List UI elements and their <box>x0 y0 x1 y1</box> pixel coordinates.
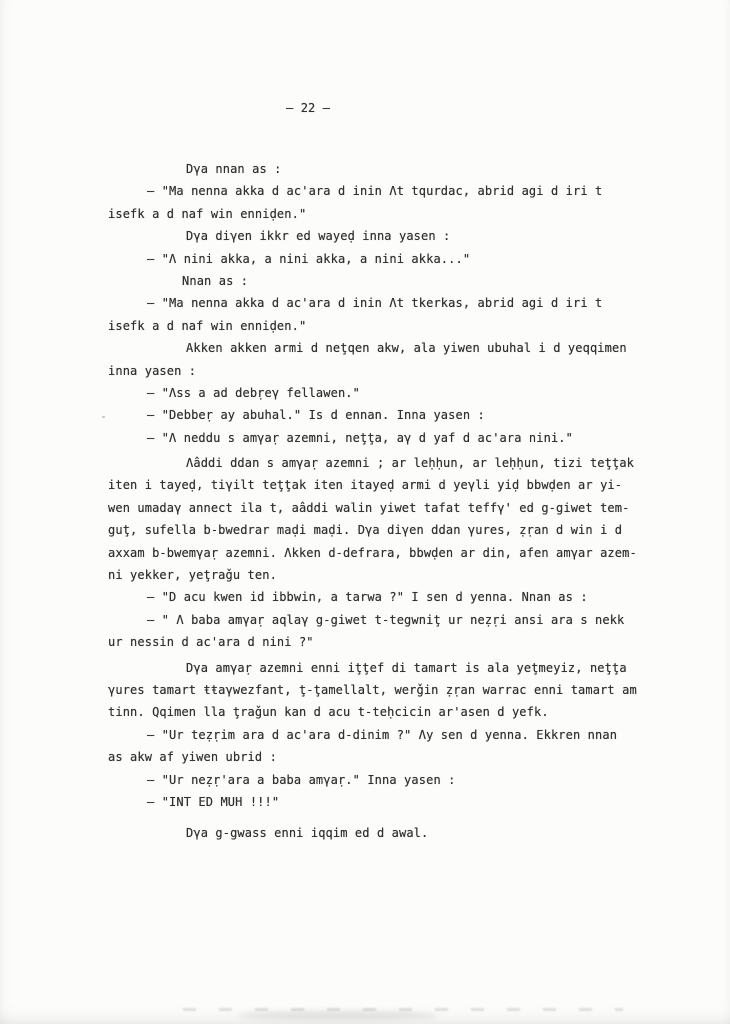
text-line: Λâddi ddan s amγaṛ azemni ; ar leḥḥun, ar leḥḥun, tizi teţţak <box>186 456 635 471</box>
text-line: γures tamart ŧŧaγwezfant, ţ-ţamellalt, werǧin ẓṛan warrac enni tamart am <box>108 682 637 697</box>
text-line: tinn. Qqimen lla ţraǧun kan d acu t-teḥcicin ar'asen d yefk. <box>108 705 549 720</box>
text-line: as akw af yiwen ubrid : <box>108 750 277 765</box>
text-line: ni yekker, yeţraǧu ten. <box>108 568 277 583</box>
text-line: – "D acu kwen id ibbwin, a tarwa ?" I sen d yenna. Nnan as : <box>147 590 588 605</box>
text-line: guţ, sufella b-bwedrar maḍi maḍi. Dγa diγen ddan γures, ẓṛan d win i d <box>108 523 623 538</box>
scan-ghost-text <box>183 1008 623 1011</box>
text-line: – "Ma nenna akka d ac'ara d inin Λt tkerkas, abrid agi d iri t <box>147 296 603 311</box>
text-line: Akken akken armi d neţqen akw, ala yiwen ubuhal i d yeqqimen <box>186 341 627 356</box>
text-line: ur nessin d ac'ara d nini ?" <box>108 635 314 650</box>
page-number: – 22 – <box>286 101 331 115</box>
text-line: Nnan as : <box>182 273 249 288</box>
text-line: Dγa amγaṛ azemni enni iţţef di tamart is ala yeţmeyiz, neţţa <box>186 660 627 675</box>
text-line: – "INT ED MUH !!!" <box>147 794 280 809</box>
text-line: inna yasen : <box>108 363 197 378</box>
text-line: – " Λ baba amγaṛ aqlaγ g-giwet t-tegwniţ ur neẓṛi ansi ara s nekk <box>147 612 625 627</box>
text-line: – "Ur neẓṛ'ara a baba amγaṛ." Inna yasen : <box>147 772 456 787</box>
text-line: wen umadaγ annect ila t, aâddi walin yiwet tafat teffγ' ed g-giwet tem- <box>108 500 630 515</box>
text-line: – "Λss a ad debṛeγ fellawen." <box>147 385 360 400</box>
text-line: iten i tayeḍ, tiγilt teţţak iten itayeḍ armi d yeγli yiḍ bbwḍen ar yi- <box>108 478 623 493</box>
scan-smudge-bottom <box>238 1011 438 1020</box>
text-line: – "Ur teẓṛim ara d ac'ara d-dinim ?" Λy sen d yenna. Ekkren nnan <box>147 727 618 742</box>
text-line: Dγa g-gwass enni iqqim ed d awal. <box>186 826 429 841</box>
text-line: axxam b-bwemγaṛ azemni. Λkken d-defrara, bbwḍen ar din, afen amγar azem- <box>108 545 637 560</box>
text-line: – "Debbeṛ ay abuhal." Is d ennan. Inna yasen : <box>147 408 485 423</box>
text-line: isefk a d naf win enniḍen." <box>108 206 307 221</box>
text-line: – "Λ neddu s amγaṛ azemni, neţţa, aγ d yaf d ac'ara nini." <box>147 430 573 445</box>
text-line: – "Ma nenna akka d ac'ara d inin Λt tqurdac, abrid agi d iri t <box>147 184 603 199</box>
text-line: isefk a d naf win enniḍen." <box>108 318 307 333</box>
text-line: – "Λ nini akka, a nini akka, a nini akka..." <box>147 251 471 266</box>
text-line: Dγa diγen ikkr ed wayeḍ inna yasen : <box>186 229 451 244</box>
text-line: Dγa nnan as : <box>186 162 282 176</box>
ink-speck <box>102 416 105 418</box>
document-body <box>108 158 668 845</box>
